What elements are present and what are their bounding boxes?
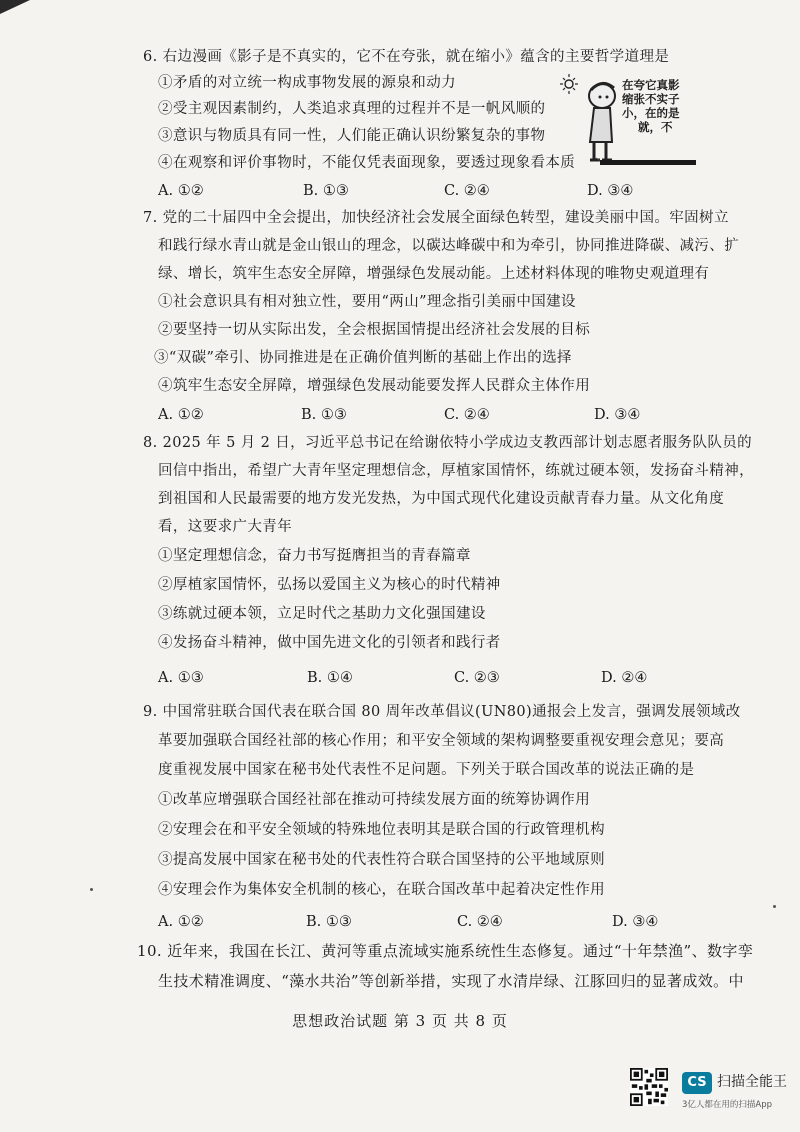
q8-item-1: ①坚定理想信念，奋力书写挺膺担当的青春篇章 [158, 548, 471, 564]
q8-item-2: ②厚植家国情怀，弘扬以爱国主义为核心的时代精神 [158, 577, 501, 593]
cartoon-caption-line: 小，在的是 [622, 106, 680, 120]
option-a: A. ①② [158, 914, 204, 930]
q9-stem-line: 度重视发展中国家在秘书处代表性不足问题。下列关于联合国改革的说法正确的是 [158, 762, 695, 778]
camscanner-name: 扫描全能王 [717, 1074, 787, 1090]
q8-item-3: ③练就过硬本领，立足时代之基助力文化强国建设 [158, 606, 486, 622]
scan-speck [773, 905, 776, 908]
scan-speck [90, 888, 93, 891]
option-d: D. ③④ [612, 914, 659, 930]
q8-stem-line: 8. 2025 年 5 月 2 日，习近平总书记在给谢依特小学成边支教西部计划志愿者服务队队员的 [143, 435, 753, 451]
q6-item-1: ①矛盾的对立统一构成事物发展的源泉和动力 [158, 75, 456, 91]
q10-stem-line: 生技术精准调度、“藻水共治”等创新举措，实现了水清岸绿、江豚回归的显著成效。中 [158, 972, 744, 990]
q7-item-2: ②要坚持一切从实际出发，全会根据国情提出经济社会发展的目标 [158, 322, 591, 338]
q7-stem-line: 和践行绿水青山就是金山银山的理念，以碳达峰碳中和为牵引，协同推进降碳、减污、扩 [158, 238, 740, 254]
option-d: D. ③④ [594, 407, 641, 423]
cartoon-caption-line: 在夸它真影 [622, 78, 680, 92]
q6-item-2: ②受主观因素制约，人类追求真理的过程并不是一帆风顺的 [158, 101, 546, 117]
q8-item-4: ④发扬奋斗精神，做中国先进文化的引领者和践行者 [158, 635, 501, 651]
q6-stem-line: 6. 右边漫画《影子是不真实的，它不在夸张，就在缩小》蕴含的主要哲学道理是 [143, 49, 670, 65]
scan-corner-mark [0, 0, 30, 14]
option-c: C. ②③ [454, 670, 500, 686]
q8-stem-line: 看，这要求广大青年 [158, 519, 293, 535]
option-b: B. ①③ [306, 914, 352, 930]
q10-stem-line: 10. 近年来，我国在长江、黄河等重点流域实施系统性生态修复。通过“十年禁渔”、数字孪 [137, 942, 754, 960]
q8-stem-line: 回信中指出，希望广大青年坚定理想信念，厚植家国情怀，练就过硬本领，发扬奋斗精神， [158, 463, 754, 479]
option-b: B. ①③ [303, 183, 349, 199]
option-d: D. ②④ [601, 670, 648, 686]
q7-item-1: ①社会意识具有相对独立性，要用“两山”理念指引美丽中国建设 [158, 294, 576, 310]
q9-stem-line: 9. 中国常驻联合国代表在联合国 80 周年改革倡议(UN80)通报会上发言，强调发展领域改 [143, 704, 741, 720]
qr-code-icon [630, 1068, 668, 1106]
q9-item-3: ③提高发展中国家在秘书处的代表性符合联合国坚持的公平地域原则 [158, 852, 605, 868]
q7-item-3: ③“双碳”牵引、协同推进是在正确价值判断的基础上作出的选择 [154, 350, 572, 366]
option-d: D. ③④ [587, 183, 634, 199]
option-a: A. ①③ [158, 670, 204, 686]
q7-stem-line: 绿、增长，筑牢生态安全屏障，增强绿色发展动能。上述材料体现的唯物史观道理有 [158, 266, 710, 282]
q9-stem-line: 革要加强联合国经社部的核心作用；和平安全领域的架构调整要重视安理会意见；要高 [158, 733, 725, 749]
option-b: B. ①④ [307, 670, 353, 686]
cartoon-illustration [560, 72, 696, 176]
option-c: C. ②④ [444, 183, 490, 199]
option-b: B. ①③ [301, 407, 347, 423]
q6-item-3: ③意识与物质具有同一性，人们能正确认识纷繁复杂的事物 [158, 128, 546, 144]
q9-item-2: ②安理会在和平安全领域的特殊地位表明其是联合国的行政管理机构 [158, 822, 605, 838]
option-a: A. ①② [158, 407, 204, 423]
option-a: A. ①② [158, 183, 204, 199]
option-c: C. ②④ [444, 407, 490, 423]
camscanner-logo: CS [682, 1072, 712, 1094]
camscanner-tagline: 3亿人都在用的扫描App [682, 1100, 773, 1110]
cartoon-caption-line: 缩张不实子 [622, 92, 680, 106]
cartoon-caption-line: 就，不 [638, 120, 673, 134]
q7-stem-line: 7. 党的二十届四中全会提出，加快经济社会发展全面绿色转型，建设美丽中国。牢固树立 [143, 210, 729, 226]
q9-item-1: ①改革应增强联合国经社部在推动可持续发展方面的统筹协调作用 [158, 792, 591, 808]
q7-item-4: ④筑牢生态安全屏障，增强绿色发展动能要发挥人民群众主体作用 [158, 378, 591, 394]
q6-item-4: ④在观察和评价事物时，不能仅凭表面现象，要透过现象看本质 [158, 155, 576, 171]
page-footer: 思想政治试题 第 3 页 共 8 页 [292, 1012, 508, 1030]
option-c: C. ②④ [457, 914, 503, 930]
q9-item-4: ④安理会作为集体安全机制的核心，在联合国改革中起着决定性作用 [158, 882, 605, 898]
q8-stem-line: 到祖国和人民最需要的地方发光发热，为中国式现代化建设贡献青春力量。从文化角度 [158, 491, 725, 507]
